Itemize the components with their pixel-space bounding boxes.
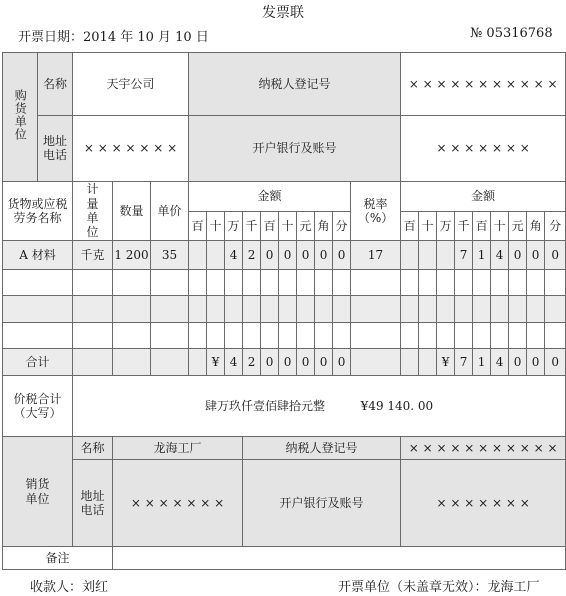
item-unit: 千克	[73, 241, 113, 270]
buyer-bank: × × × × × × ×	[401, 116, 566, 181]
item-tax-digit	[401, 241, 419, 270]
remarks-label: 备注	[3, 547, 113, 570]
buyer-address-label: 地址 电话	[38, 116, 73, 181]
total-tax-digit: ¥	[437, 349, 455, 376]
item-tax-digit: 7	[455, 241, 473, 270]
amount-unit: 千	[243, 212, 261, 241]
empty-item-row	[3, 322, 566, 349]
item-tax-digit: 4	[491, 241, 509, 270]
total-label: 合计	[3, 349, 73, 376]
seller-section-label: 销货 单位	[3, 437, 73, 547]
total-tax-digit	[419, 349, 437, 376]
item-tax-digit: 0	[509, 241, 527, 270]
total-tax-digit: 0	[527, 349, 545, 376]
amount-unit: 角	[315, 212, 333, 241]
item-amount-digit: 0	[297, 241, 315, 270]
total-amount-digit: 0	[279, 349, 297, 376]
tax-unit: 百	[473, 212, 491, 241]
total-tax-digit: 0	[509, 349, 527, 376]
total-tax-digit: 4	[491, 349, 509, 376]
remarks-value	[113, 547, 566, 570]
grand-total-figure: ¥49 140. 00	[360, 398, 434, 413]
item-name: A 材料	[3, 241, 73, 270]
total-amount-digit	[189, 349, 207, 376]
grand-total-words: 肆万玖仟壹佰肆拾元整	[205, 398, 326, 413]
item-amount-digit: 4	[225, 241, 243, 270]
buyer-tax-id-label: 纳税人登记号	[189, 53, 401, 116]
amount-unit: 百	[189, 212, 207, 241]
invoice-table	[2, 52, 566, 570]
goods-header: 货物或应税劳务名称	[3, 181, 73, 241]
item-tax-rate: 17	[351, 241, 401, 270]
invoice-title: 发票联	[262, 5, 304, 21]
seller-address: × × × × × × ×	[113, 459, 243, 547]
item-amount-digit: 2	[243, 241, 261, 270]
empty-item-row	[3, 296, 566, 323]
total-amount-digit: 2	[243, 349, 261, 376]
grand-total-value	[73, 376, 566, 437]
buyer-section-label: 购货单位	[3, 53, 38, 182]
amount-unit: 万	[225, 212, 243, 241]
buyer-name-label: 名称	[38, 53, 73, 116]
item-amount-digit	[207, 241, 225, 270]
item-tax-digit	[419, 241, 437, 270]
amount-unit: 分	[333, 212, 351, 241]
amount-unit: 十	[279, 212, 297, 241]
tax-unit: 元	[509, 212, 527, 241]
item-quantity: 1 200	[113, 241, 151, 270]
grand-total-label: 价税合计 （大写）	[3, 376, 73, 437]
unit-header: 计量单位	[73, 181, 113, 241]
tax-unit: 分	[545, 212, 566, 241]
seller-name: 龙海工厂	[113, 437, 243, 459]
item-tax-digit: 0	[527, 241, 545, 270]
total-tax-digit: 7	[455, 349, 473, 376]
tax-unit: 十	[491, 212, 509, 241]
total-amount-digit: 0	[333, 349, 351, 376]
item-tax-digit: 0	[545, 241, 566, 270]
total-amount-digit: 0	[315, 349, 333, 376]
total-amount-digit: 0	[261, 349, 279, 376]
payee: 收款人：刘红	[30, 580, 109, 595]
tax-unit: 十	[419, 212, 437, 241]
total-amount-digit: 0	[297, 349, 315, 376]
item-price: 35	[151, 241, 189, 270]
total-tax-digit: 1	[473, 349, 491, 376]
amount-header: 金额	[189, 181, 351, 212]
buyer-bank-label: 开户银行及账号	[189, 116, 401, 181]
total-amount-digit: ¥	[207, 349, 225, 376]
item-amount-digit: 0	[279, 241, 297, 270]
item-amount-digit: 0	[333, 241, 351, 270]
buyer-tax-id: × × × × × × × × × × ×	[401, 53, 566, 116]
amount-unit: 元	[297, 212, 315, 241]
amount-unit: 百	[261, 212, 279, 241]
seller-tax-id-label: 纳税人登记号	[243, 437, 401, 459]
seller-name-label: 名称	[73, 437, 113, 459]
seller-address-label: 地址 电话	[73, 459, 113, 547]
tax-unit: 百	[401, 212, 419, 241]
buyer-address: × × × × × × ×	[73, 116, 189, 181]
item-amount-digit	[189, 241, 207, 270]
item-amount-digit: 0	[315, 241, 333, 270]
item-tax-digit: 1	[473, 241, 491, 270]
tax-unit: 千	[455, 212, 473, 241]
tax-unit: 万	[437, 212, 455, 241]
buyer-name: 天宇公司	[73, 53, 189, 116]
seller-bank: × × × × × × ×	[401, 459, 566, 547]
issuer: 开票单位（未盖章无效）：龙海工厂	[338, 580, 540, 595]
empty-item-row	[3, 269, 566, 296]
tax-unit: 角	[527, 212, 545, 241]
item-amount-digit: 0	[261, 241, 279, 270]
total-tax-digit	[401, 349, 419, 376]
seller-bank-label: 开户银行及账号	[243, 459, 401, 547]
invoice-date: 开票日期：2014 年 10 月 10 日	[18, 30, 209, 45]
item-tax-digit	[437, 241, 455, 270]
total-tax-digit: 0	[545, 349, 566, 376]
tax-amount-header: 金额	[401, 181, 566, 212]
invoice-number: № 05316768	[470, 26, 553, 41]
tax-rate-header: 税率 （%）	[351, 181, 401, 241]
quantity-header: 数量	[113, 181, 151, 241]
price-header: 单价	[151, 181, 189, 241]
amount-unit: 十	[207, 212, 225, 241]
seller-tax-id: × × × × × × × × × × ×	[401, 437, 566, 459]
total-amount-digit: 4	[225, 349, 243, 376]
